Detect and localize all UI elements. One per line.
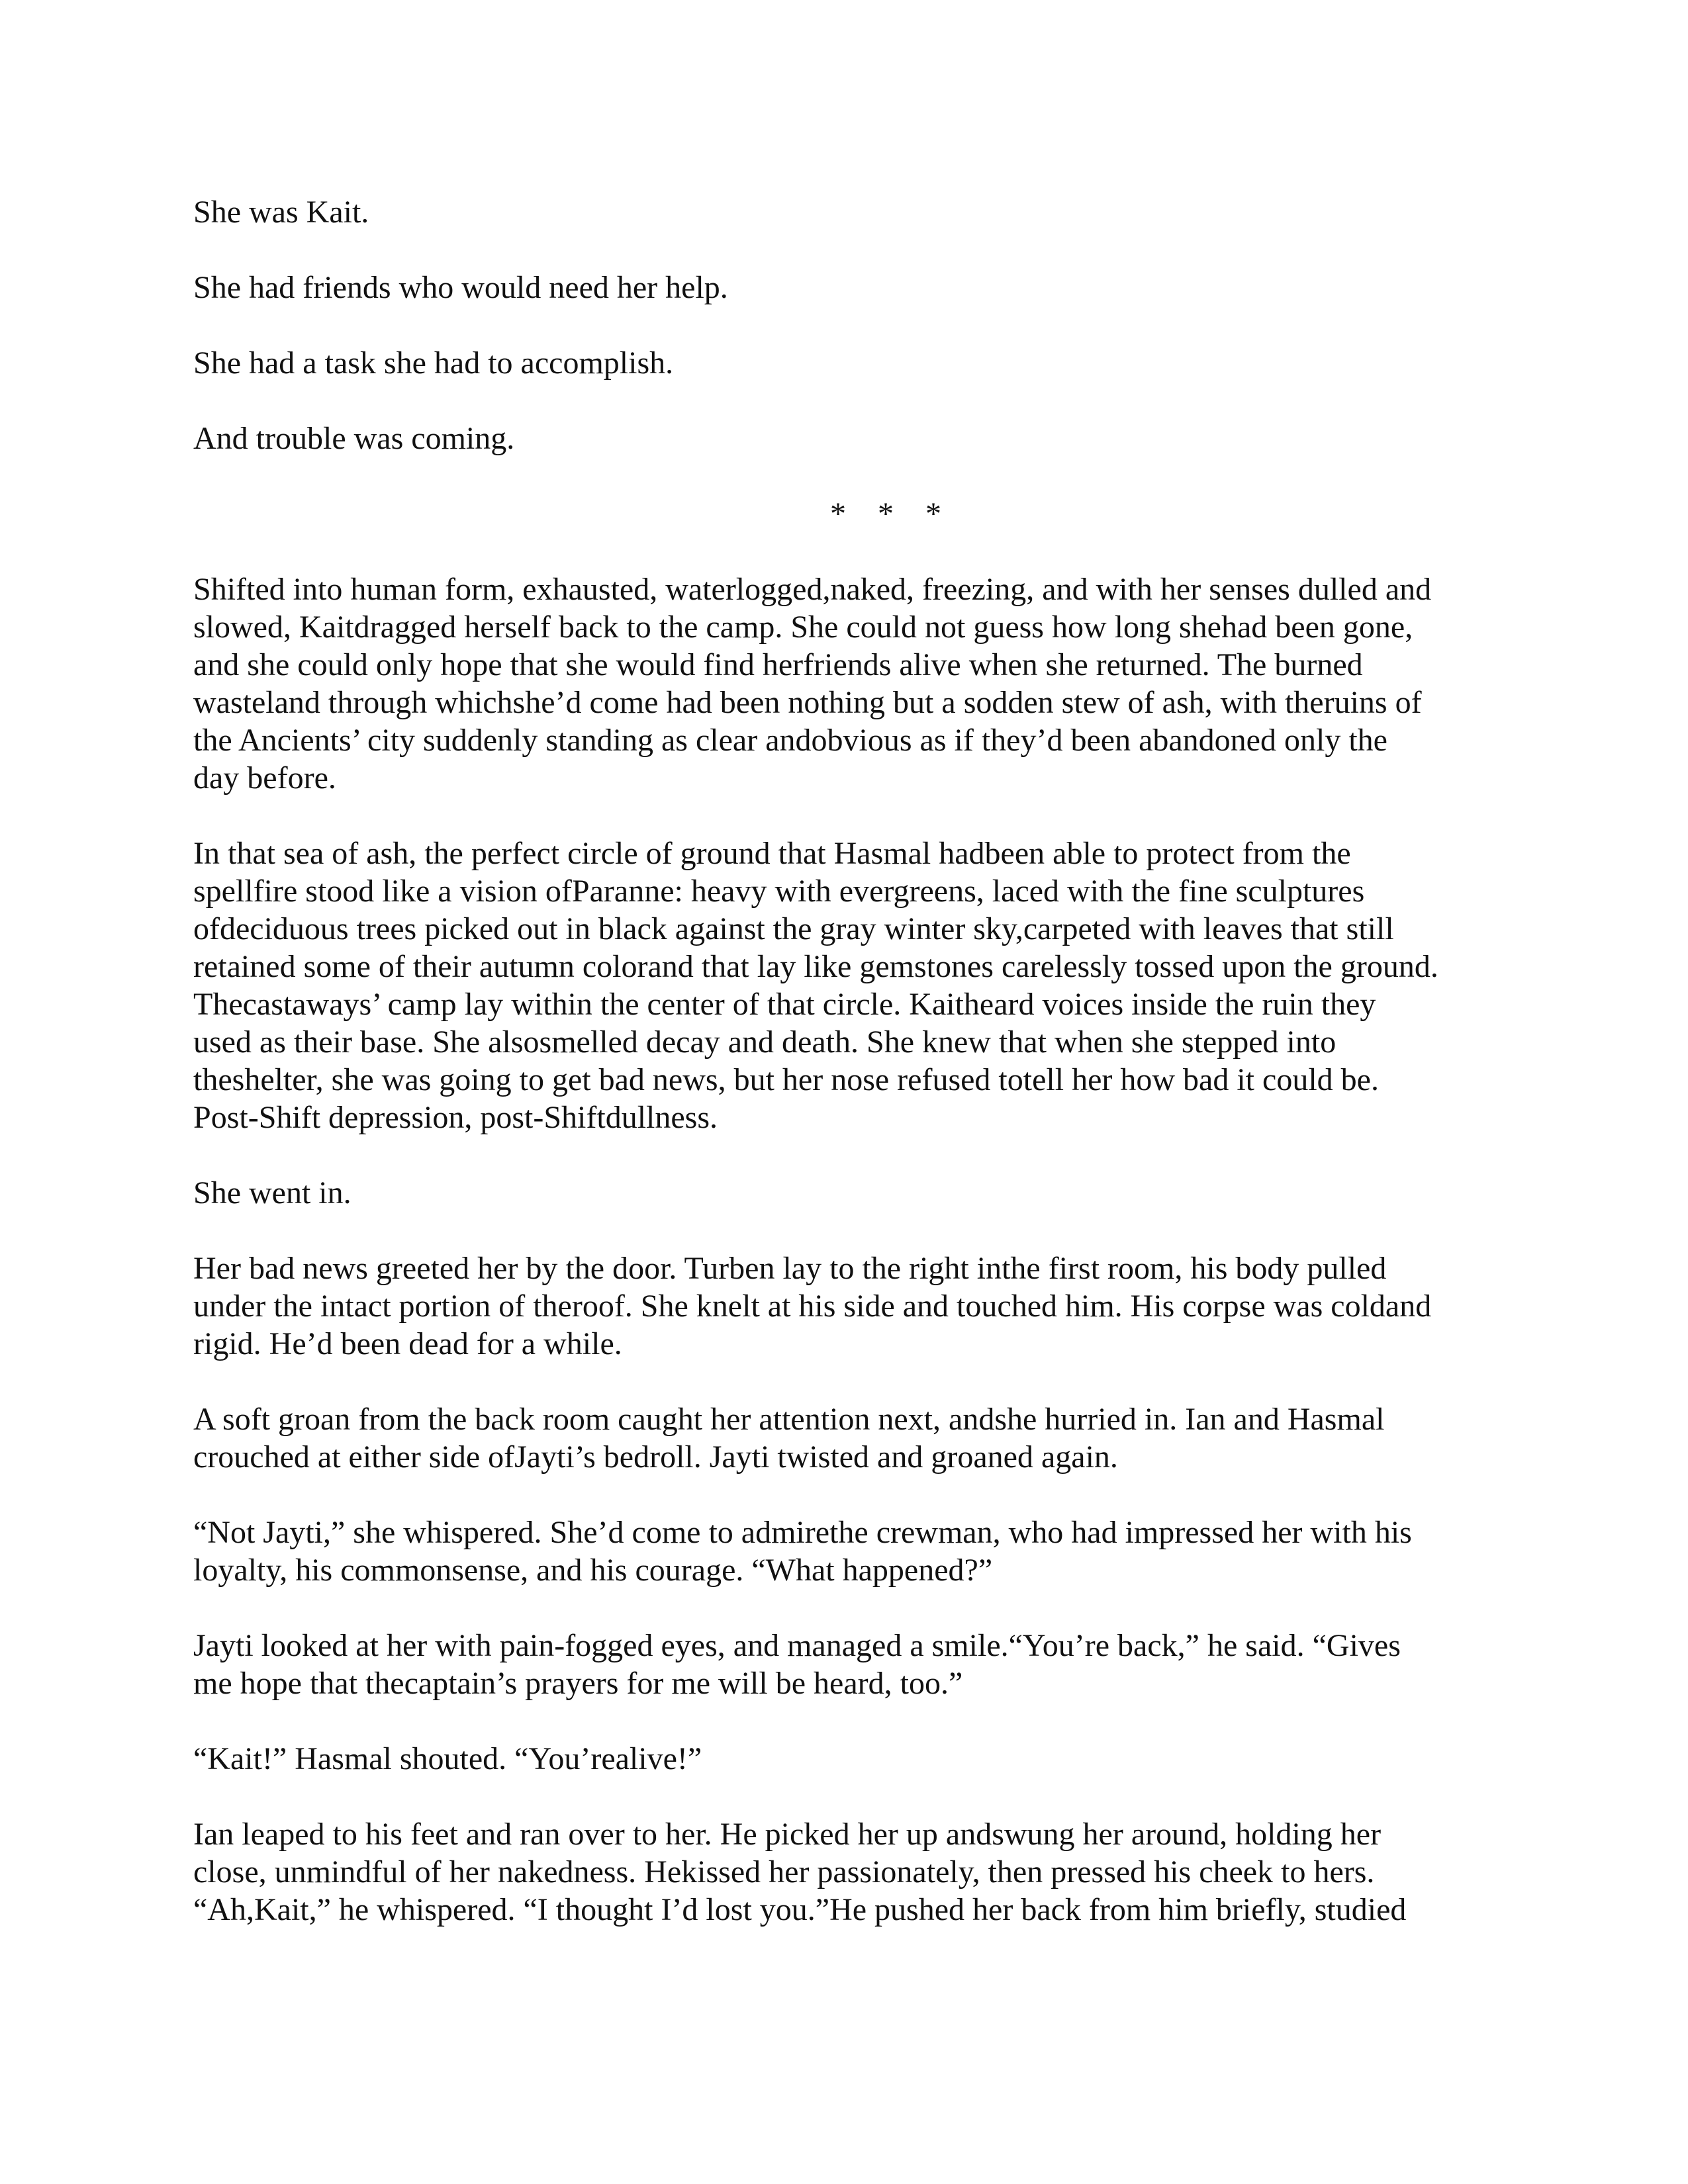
scene-break <box>193 495 1504 533</box>
text-line: theshelter, she was going to get bad news, but her nose refused totell her how bad it could be. <box>193 1062 1379 1097</box>
text-line: “Not Jayti,” she whispered. She’d come to admirethe crewman, who had impressed her with his <box>193 1515 1412 1550</box>
text-line: close, unmindful of her nakedness. Hekissed her passionately, then pressed his cheek to hers. <box>193 1854 1375 1889</box>
paragraph <box>193 1400 1504 1476</box>
text-line: She went in. <box>193 1175 352 1210</box>
paragraph <box>193 835 1504 1136</box>
text-line: “Kait!” Hasmal shouted. “You’realive!” <box>193 1741 702 1776</box>
text-line: In that sea of ash, the perfect circle of ground that Hasmal hadbeen able to protect from the <box>193 836 1351 871</box>
text-line: me hope that thecaptain’s prayers for me will be heard, too.” <box>193 1666 963 1701</box>
text-line: ofdeciduous trees picked out in black against the gray winter sky,carpeted with leaves that still <box>193 911 1394 946</box>
text-line: crouched at either side ofJayti’s bedroll. Jayti twisted and groaned again. <box>193 1439 1118 1475</box>
intro-line: She had a task she had to accomplish. <box>193 345 674 381</box>
text-line: and she could only hope that she would find herfriends alive when she returned. The burned <box>193 647 1363 682</box>
text-line: loyalty, his commonsense, and his courage. “What happened?” <box>193 1553 993 1588</box>
paragraph <box>193 1250 1504 1363</box>
text-line: the Ancients’ city suddenly standing as clear andobvious as if they’d been abandoned only the <box>193 723 1387 758</box>
text-line: Her bad news greeted her by the door. Turben lay to the right inthe first room, his body pulled <box>193 1251 1387 1286</box>
scene-break-star: * <box>878 496 894 531</box>
text-line: day before. <box>193 760 336 796</box>
paragraph <box>193 1514 1504 1589</box>
intro-line: She had friends who would need her help. <box>193 270 728 305</box>
scene-break-star: * <box>830 496 846 531</box>
scene-break-star: * <box>925 496 941 531</box>
paragraph <box>193 1740 1504 1778</box>
paragraph <box>193 1627 1504 1702</box>
text-line: used as their base. She alsosmelled decay and death. She knew that when she stepped into <box>193 1024 1336 1060</box>
text-line: spellfire stood like a vision ofParanne: heavy with evergreens, laced with the fine sculptures <box>193 874 1365 909</box>
text-line: Thecastaways’ camp lay within the center of that circle. Kaitheard voices inside the ruin they <box>193 987 1376 1022</box>
text-line: Jayti looked at her with pain-fogged eyes, and managed a smile.“You’re back,” he said. “Gives <box>193 1628 1401 1663</box>
text-line: retained some of their autumn colorand that lay like gemstones carelessly tossed upon the ground. <box>193 949 1438 984</box>
paragraph <box>193 1815 1504 1929</box>
intro-line: And trouble was coming. <box>193 421 515 456</box>
text-line: A soft groan from the back room caught her attention next, andshe hurried in. Ian and Hasmal <box>193 1402 1385 1437</box>
intro-line: She was Kait. <box>193 195 369 230</box>
text-line: wasteland through whichshe’d come had been nothing but a sodden stew of ash, with theruins of <box>193 685 1422 720</box>
body-text <box>193 193 1504 1966</box>
text-line: Post-Shift depression, post-Shiftdullness. <box>193 1100 718 1135</box>
paragraph <box>193 570 1504 797</box>
paragraph <box>193 1174 1504 1212</box>
text-line: under the intact portion of theroof. She knelt at his side and touched him. His corpse was coldand <box>193 1289 1432 1324</box>
text-line: slowed, Kaitdragged herself back to the camp. She could not guess how long shehad been gone, <box>193 610 1413 645</box>
text-line: Ian leaped to his feet and ran over to her. He picked her up andswung her around, holding her <box>193 1817 1382 1852</box>
text-line: rigid. He’d been dead for a while. <box>193 1326 622 1361</box>
text-line: “Ah,Kait,” he whispered. “I thought I’d lost you.”He pushed her back from him briefly, studied <box>193 1892 1407 1927</box>
text-line: Shifted into human form, exhausted, waterlogged,naked, freezing, and with her senses dulled and <box>193 572 1432 607</box>
